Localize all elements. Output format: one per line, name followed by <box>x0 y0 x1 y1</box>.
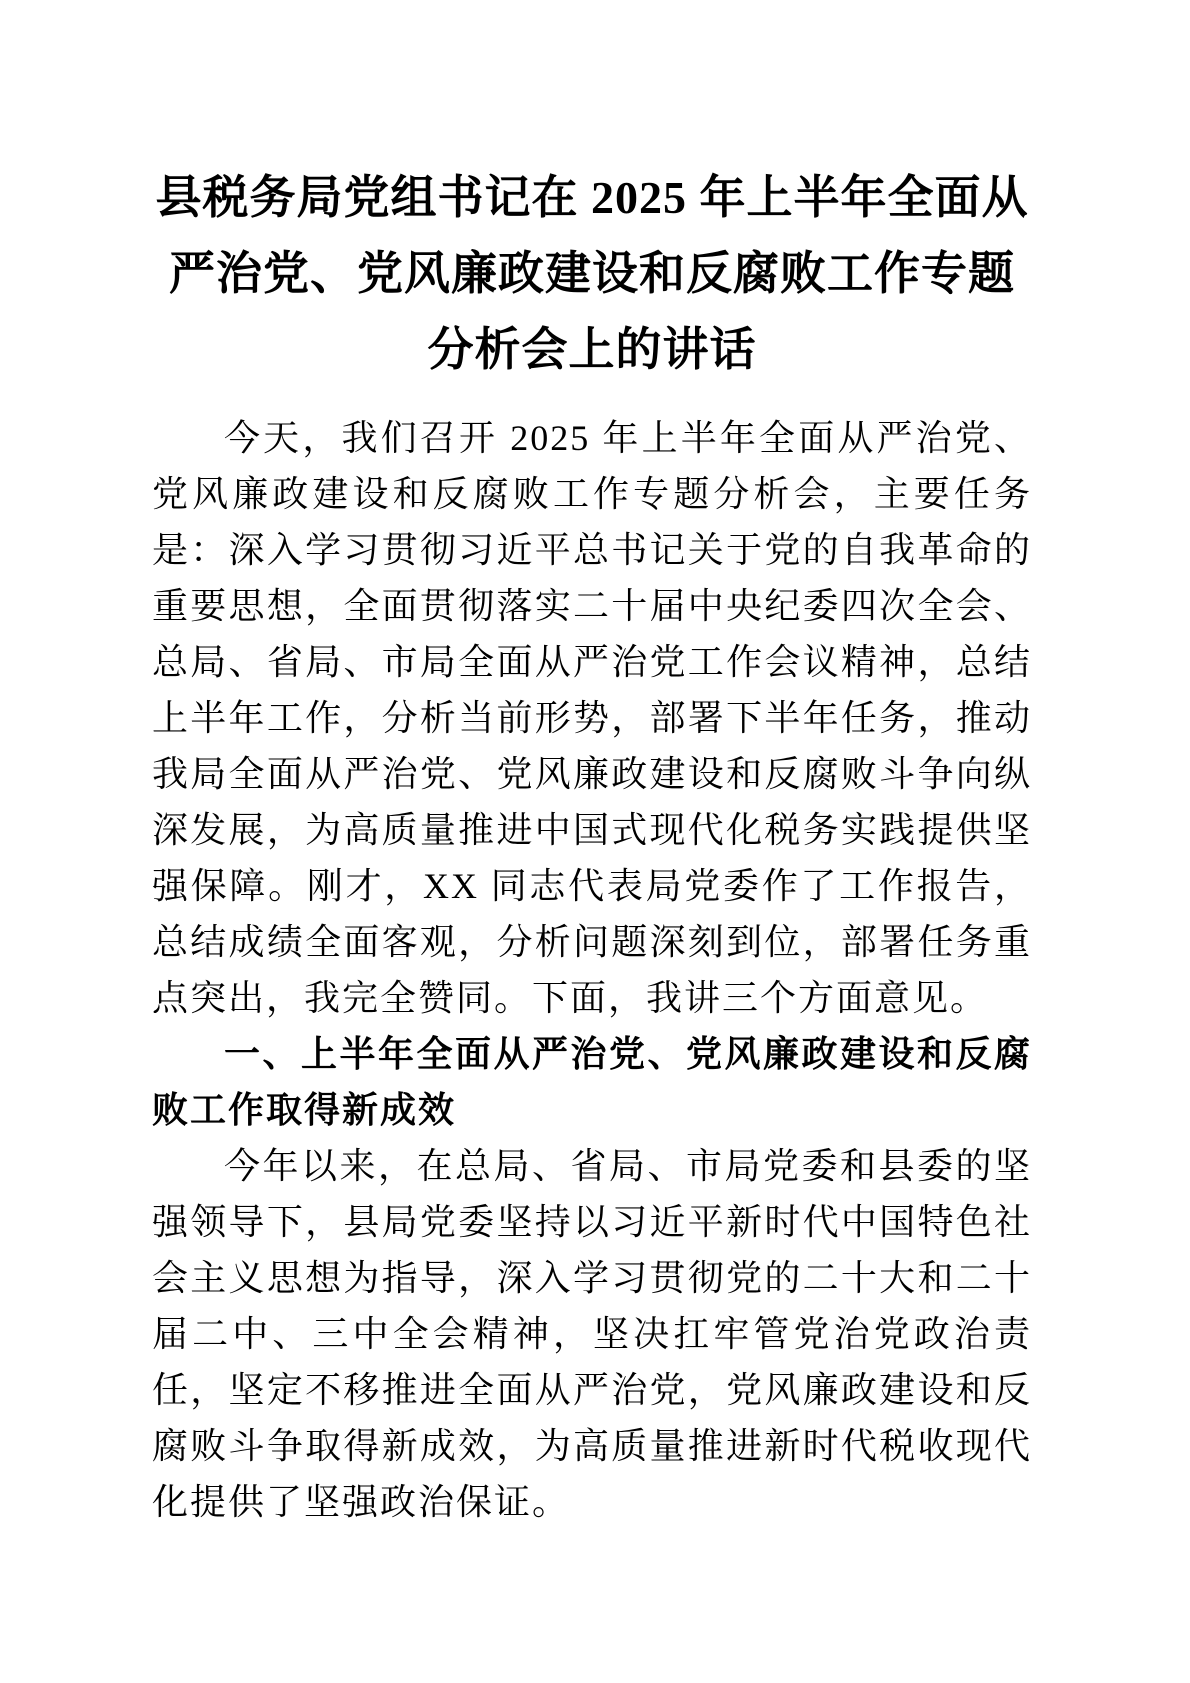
document-title: 县税务局党组书记在 2025 年上半年全面从严治党、党风廉政建设和反腐败工作专题分析会上的讲话 <box>155 172 1029 375</box>
section-heading-1: 一、上半年全面从严治党、党风廉政建设和反腐败工作取得新成效 <box>152 1033 1032 1130</box>
paragraph-section-1-body: 今年以来，在总局、省局、市局党委和县委的坚强领导下，县局党委坚持以习近平新时代中国特色社会主义思想为指导，深入学习贯彻党的二十大和二十届二中、三中全会精神，坚决扛牢管党治党政治责任，坚定不移推进全面从严治党，党风廉政建设和反腐败斗争取得新成效，为高质量推进新时代税收现代化提供了坚强政治保证。 <box>152 1146 1032 1522</box>
paragraph-opening: 今天，我们召开 2025 年上半年全面从严治党、党风廉政建设和反腐败工作专题分析会，主要任务是：深入学习贯彻习近平总书记关于党的自我革命的重要思想，全面贯彻落实二十届中央纪委四次全会、总局、省局、市局全面从严治党工作会议精神，总结上半年工作，分析当前形势，部署下半年任务，推动我局全面从严治党、党风廉政建设和反腐败斗争向纵深发展，为高质量推进中国式现代化税务实践提供坚强保障。刚才，XX 同志代表局党委作了工作报告，总结成绩全面客观，分析问题深刻到位，部署任务重点突出，我完全赞同。下面，我讲三个方面意见。 <box>152 418 1032 1018</box>
